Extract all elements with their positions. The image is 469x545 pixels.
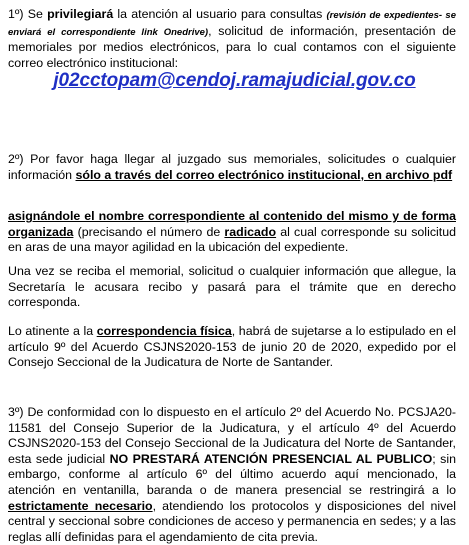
p6-emphasis: estrictamente necesario bbox=[8, 498, 153, 513]
p5-text: Lo atinente a la bbox=[8, 324, 97, 338]
paragraph-3 bbox=[8, 209, 456, 256]
p2-emphasis: sólo a través del correo electrónico institucional, en archivo pdf bbox=[75, 167, 453, 182]
p1-text: 1º) Se bbox=[8, 7, 48, 21]
institutional-email-link[interactable]: j02cctopam@cendoj.ramajudicial.gov.co bbox=[53, 70, 416, 91]
paragraph-5 bbox=[8, 324, 456, 371]
paragraph-6 bbox=[8, 405, 456, 545]
p6-text-3: , atendiendo los protocolos y disposiciones del nivel central y seccional sobre condiciones de acceso y permanencia en sedes; y a las reglas allí definidas para el agendamiento de cita previa. bbox=[8, 498, 456, 544]
p5-text-2: , habrá de sujetarse a lo estipulado en el artículo 9º del Acuerdo CSJNS2020-153 de junio 20 de 2020, expedido por el Consejo Seccional de la Judicatura de Norte de Santander. bbox=[8, 324, 456, 370]
p1-bold: privilegiará bbox=[47, 7, 114, 21]
p1-text-3: , solicitud de información, presentación de memoriales por medios electrónicos, para lo cual contamos con el siguiente correo electrónico institucional: bbox=[8, 23, 456, 70]
paragraph-1 bbox=[8, 7, 456, 71]
p3-text: (precisando el número de bbox=[73, 224, 225, 239]
p2-text: 2º) Por favor haga llegar al juzgado sus memoriales, solicitudes o cualquier información bbox=[8, 152, 456, 182]
p3-emphasis: asignándole el nombre correspondiente al contenido del mismo y de forma organizada bbox=[8, 209, 456, 239]
p6-text-2: ; sin embargo, conforme al artículo 6º del último acuerdo aquí mencionado, la atención en ventanilla, baranda o de manera presencial se restringirá a lo bbox=[8, 451, 456, 497]
p3-radicado: radicado bbox=[224, 224, 277, 239]
p1-italic-note: (revisión de expedientes- se enviará el correspondiente link Onedrive) bbox=[8, 10, 456, 38]
p1-text-2: la atención al usuario para consultas bbox=[113, 7, 327, 21]
p5-emphasis: correspondencia física bbox=[96, 324, 232, 338]
paragraph-4: Una vez se reciba el memorial, solicitud o cualquier información que allegue, la Secretaría le acusara recibo y pasará para el trámite que en derecho corresponda. bbox=[8, 264, 456, 310]
p6-bold-notice: NO PRESTARÁ ATENCIÓN PRESENCIAL AL PUBLICO bbox=[109, 451, 433, 466]
p3-text-2: al cual corresponde su solicitud en aras de una mayor agilidad en la ubicación del expediente. bbox=[8, 224, 456, 255]
p6-text: 3º) De conformidad con lo dispuesto en el artículo 2º del Acuerdo No. PCSJA20-11581 del Consejo Superior de la Judicatura, y el artículo 4º del Acuerdo CSJNS2020-153 del Consejo Seccional de la Judicatura del Norte de Santander, esta sede judicial bbox=[8, 405, 456, 466]
paragraph-2 bbox=[8, 152, 456, 183]
